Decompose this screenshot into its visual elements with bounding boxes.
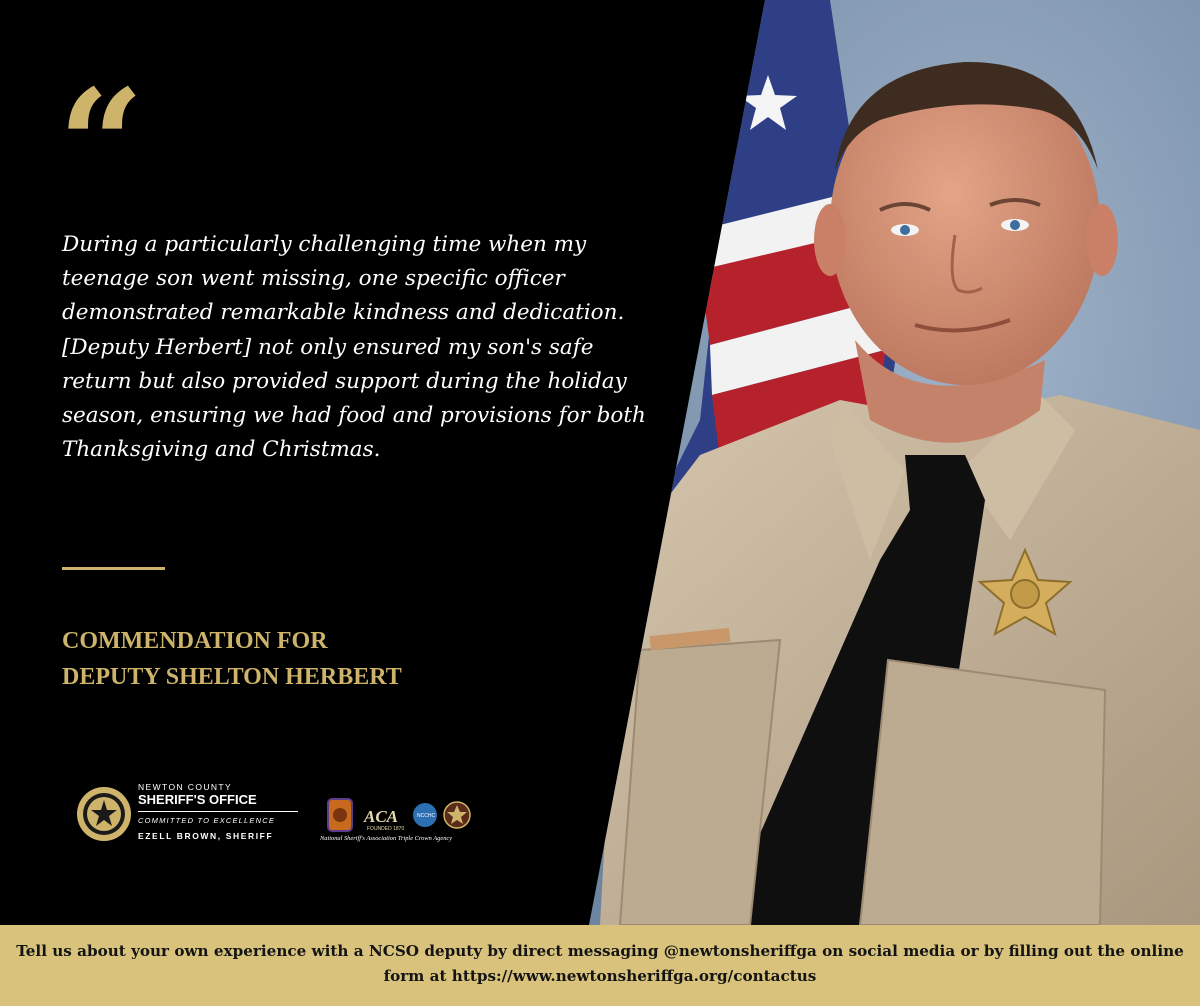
commendation-line-2: DEPUTY SHELTON HERBERT <box>62 664 402 690</box>
commendation-line-1: COMMENDATION FOR <box>62 628 328 654</box>
svg-text:NCCHC: NCCHC <box>417 813 436 819</box>
office-name: SHERIFF'S OFFICE <box>138 792 257 807</box>
svg-text:FOUNDED 1870: FOUNDED 1870 <box>367 826 405 832</box>
sheriffs-office-logo <box>138 782 302 842</box>
svg-text:ACA: ACA <box>364 807 399 826</box>
ncchc-logo-icon <box>413 803 437 827</box>
gold-divider <box>62 567 165 570</box>
sheriff-seal-icon <box>76 786 132 842</box>
accreditation-caption: National Sheriff's Association Triple Crown Agency <box>320 835 453 842</box>
testimonial-quote: During a particularly challenging time when my teenage son went missing, one specific officer demonstrated remarkable kindness and dedication. [Deputy Herbert] not only ensured my son's safe return but also provided support during the holiday season, ensuring we had food and provisions for both Thanksgiving and Christmas. <box>62 232 646 463</box>
triple-crown-star-icon <box>444 802 470 828</box>
office-sheriff: EZELL BROWN, SHERIFF <box>138 831 274 841</box>
office-motto: COMMITTED TO EXCELLENCE <box>138 816 276 825</box>
office-rule <box>138 811 298 812</box>
nsa-logo-icon <box>328 799 352 831</box>
quote-mark-icon: “ <box>58 57 139 233</box>
office-county: NEWTON COUNTY <box>138 782 233 792</box>
footer-message: Tell us about your own experience with a NCSO deputy by direct messaging @newtonsheriffga on social media or by filling out the online form at https://www.newtonsheriffga.org/contactus <box>16 942 1184 985</box>
footer-banner <box>0 925 1200 1006</box>
commendation-heading <box>62 623 402 695</box>
aca-logo-icon <box>363 807 404 832</box>
